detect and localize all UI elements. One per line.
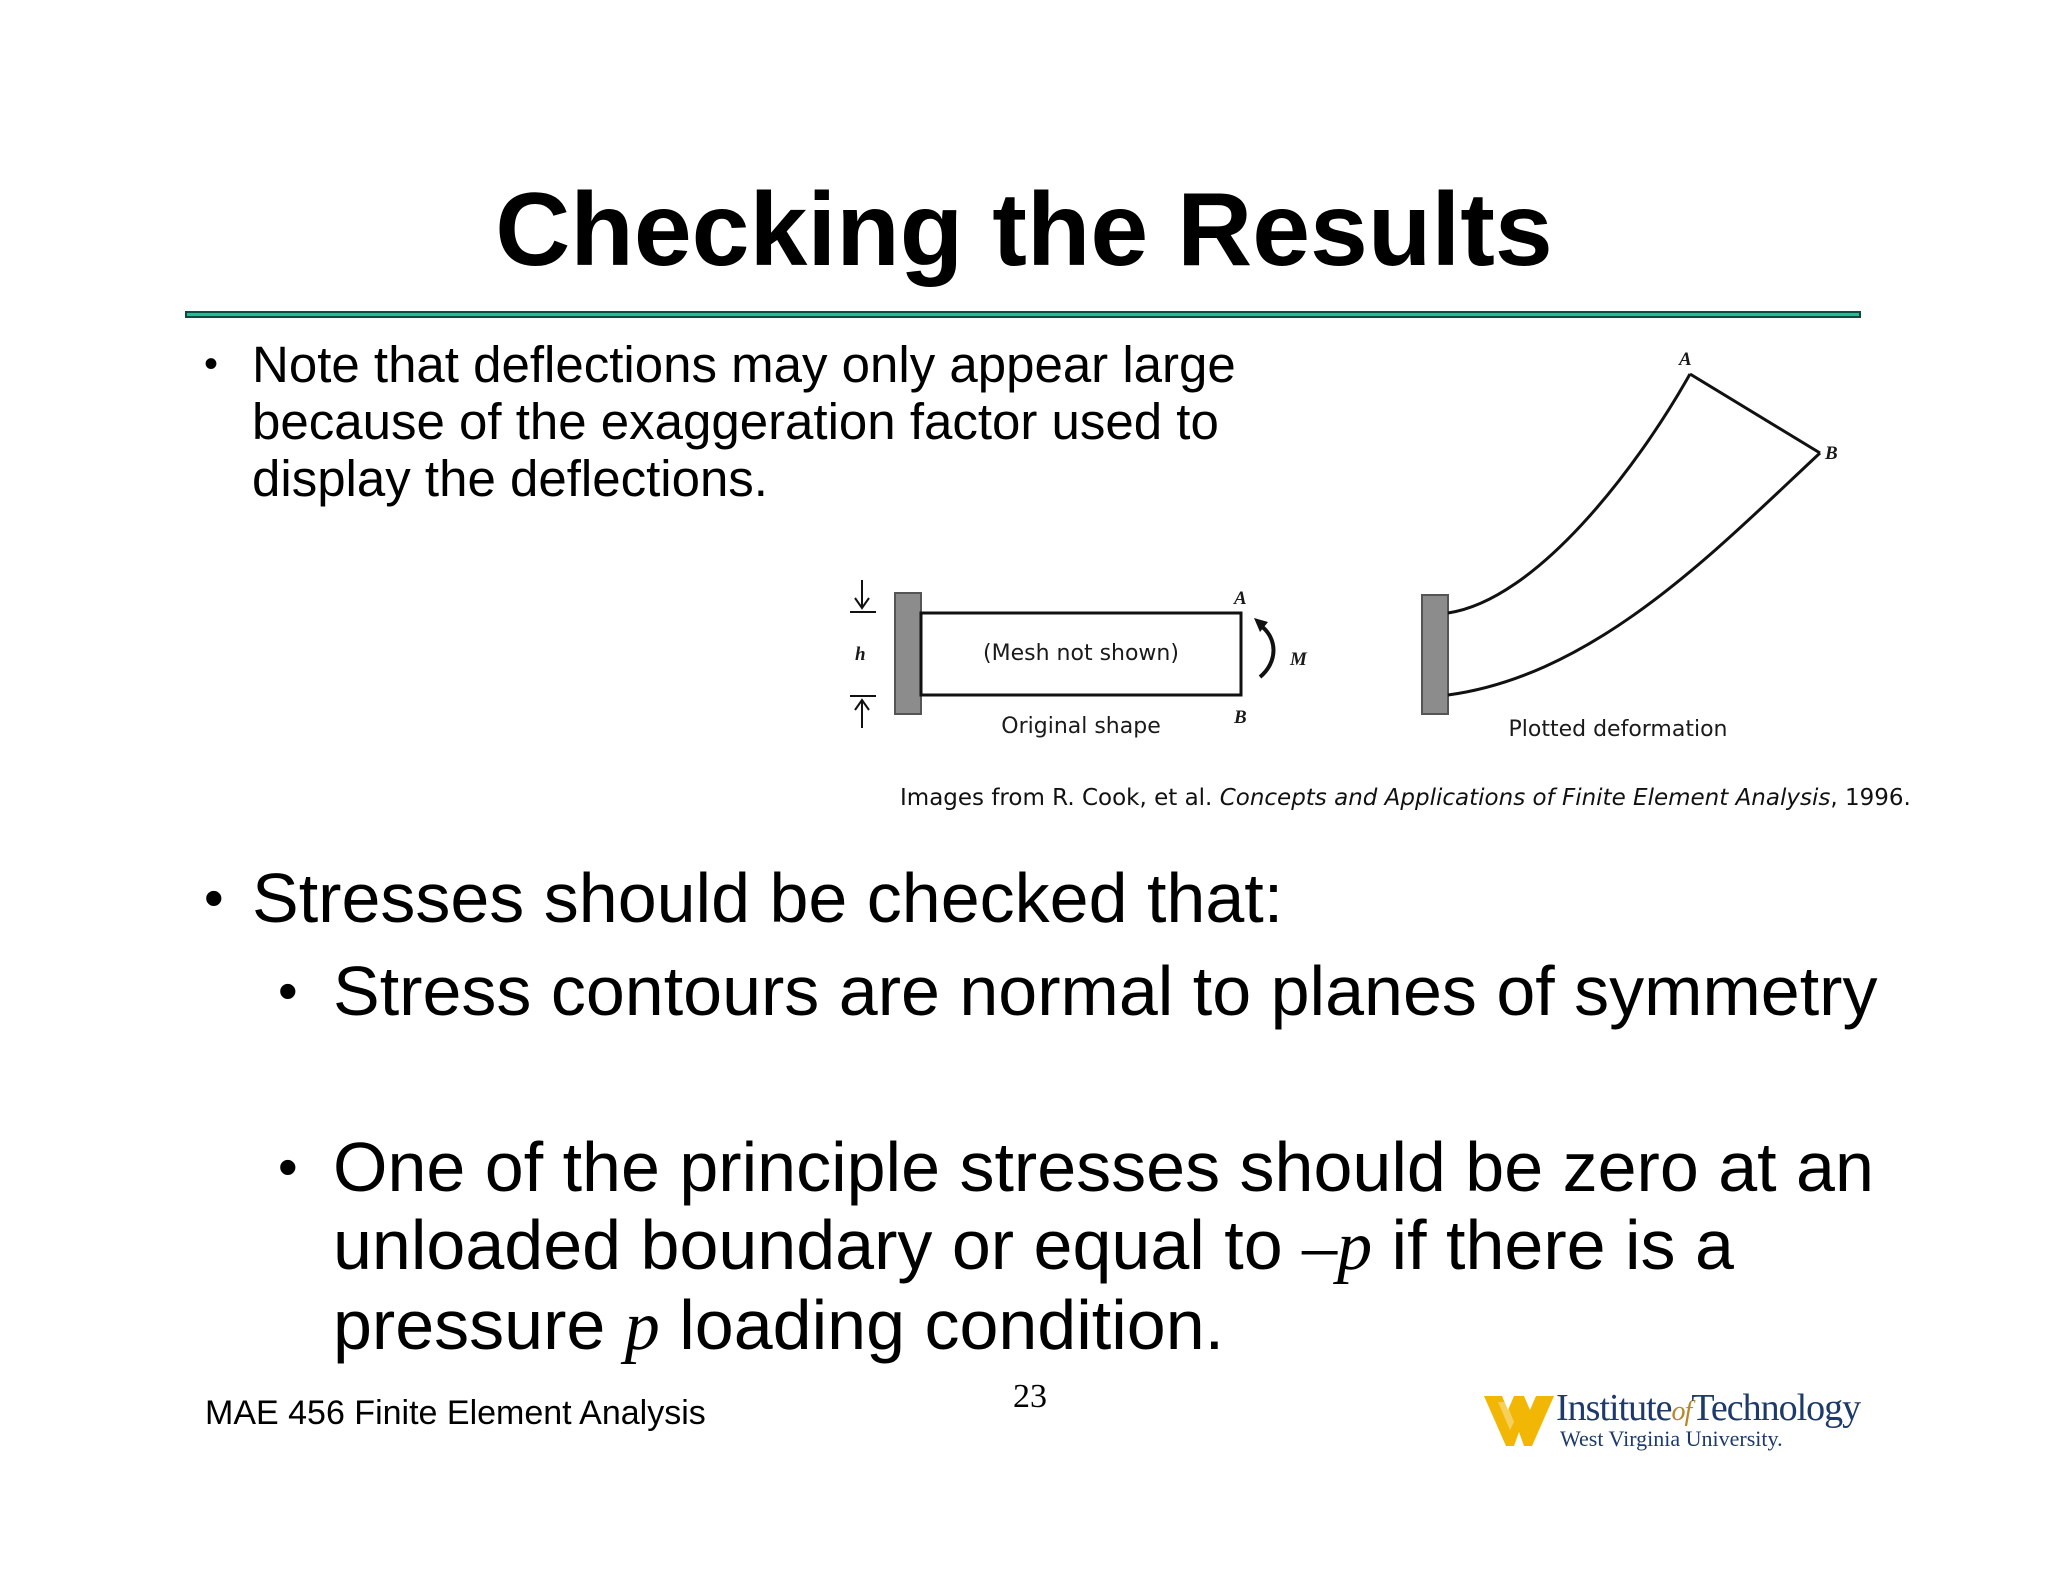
deformed-point-a: A: [1679, 349, 1692, 370]
figure-citation: [900, 783, 1911, 813]
principle-text-1: One of the principle stresses should be zero at an unloaded boundary or equal to: [333, 1128, 1874, 1284]
logo-word-institute: Institute: [1556, 1387, 1672, 1429]
original-point-a: A: [1234, 588, 1247, 609]
citation-book-title: Concepts and Applications of Finite Element Analysis: [1219, 785, 1831, 811]
principle-text-3: loading condition.: [659, 1286, 1225, 1364]
deformed-top-edge: [1448, 374, 1690, 613]
moment-arrow: [1260, 625, 1274, 677]
original-wall: [895, 593, 921, 714]
dimension-h-label: h: [855, 644, 866, 665]
deformed-wall: [1422, 595, 1448, 714]
institute-logo: [1484, 1388, 1864, 1454]
title-underline: [185, 311, 1861, 318]
course-footer: MAE 456 Finite Element Analysis: [205, 1394, 706, 1432]
logo-word-of: of: [1671, 1396, 1692, 1427]
bullet-marker: •: [278, 959, 298, 1022]
bullet-text: Stress contours are normal to planes of symmetry: [333, 952, 1878, 1030]
deformed-end-edge: [1690, 374, 1820, 453]
citation-prefix: Images from R. Cook, et al.: [900, 785, 1220, 811]
sub-bullet-principle-stresses: [278, 1128, 1918, 1366]
flying-wv-logo-icon: [1484, 1388, 1554, 1450]
logo-line-2: West Virginia University.: [1560, 1426, 1783, 1451]
principle-text-2: if there is a pressure: [333, 1206, 1734, 1364]
bullet-marker: •: [204, 866, 224, 929]
mesh-note: (Mesh not shown): [983, 641, 1179, 666]
original-point-b: B: [1234, 707, 1247, 728]
original-shape-caption: Original shape: [1001, 714, 1161, 739]
bullet-marker: •: [278, 1135, 298, 1198]
page-number: 23: [1013, 1378, 1047, 1415]
slide-title: Checking the Results: [495, 172, 1553, 288]
logo-word-technology: Technology: [1691, 1387, 1861, 1429]
sub-bullet-contours: [278, 952, 1878, 1030]
bullet-text: Note that deflections may only appear large because of the exaggeration factor used to display the deflections.: [252, 336, 1236, 507]
bullet-text: Stresses should be checked that:: [252, 859, 1284, 937]
p-symbol: p: [624, 1288, 660, 1365]
bullet-text: [333, 1128, 1918, 1366]
minus-p-symbol: –p: [1302, 1208, 1373, 1285]
bullet-stresses: [204, 858, 1904, 938]
citation-suffix: , 1996.: [1830, 785, 1911, 811]
bullet-marker: •: [204, 342, 219, 386]
deformed-shape-caption: Plotted deformation: [1508, 717, 1728, 742]
deflection-diagram: [836, 330, 1886, 780]
moment-label: M: [1290, 649, 1307, 670]
deflection-figure: [836, 330, 1886, 780]
deformed-bottom-edge: [1448, 453, 1820, 695]
deformed-point-b: B: [1825, 443, 1838, 464]
